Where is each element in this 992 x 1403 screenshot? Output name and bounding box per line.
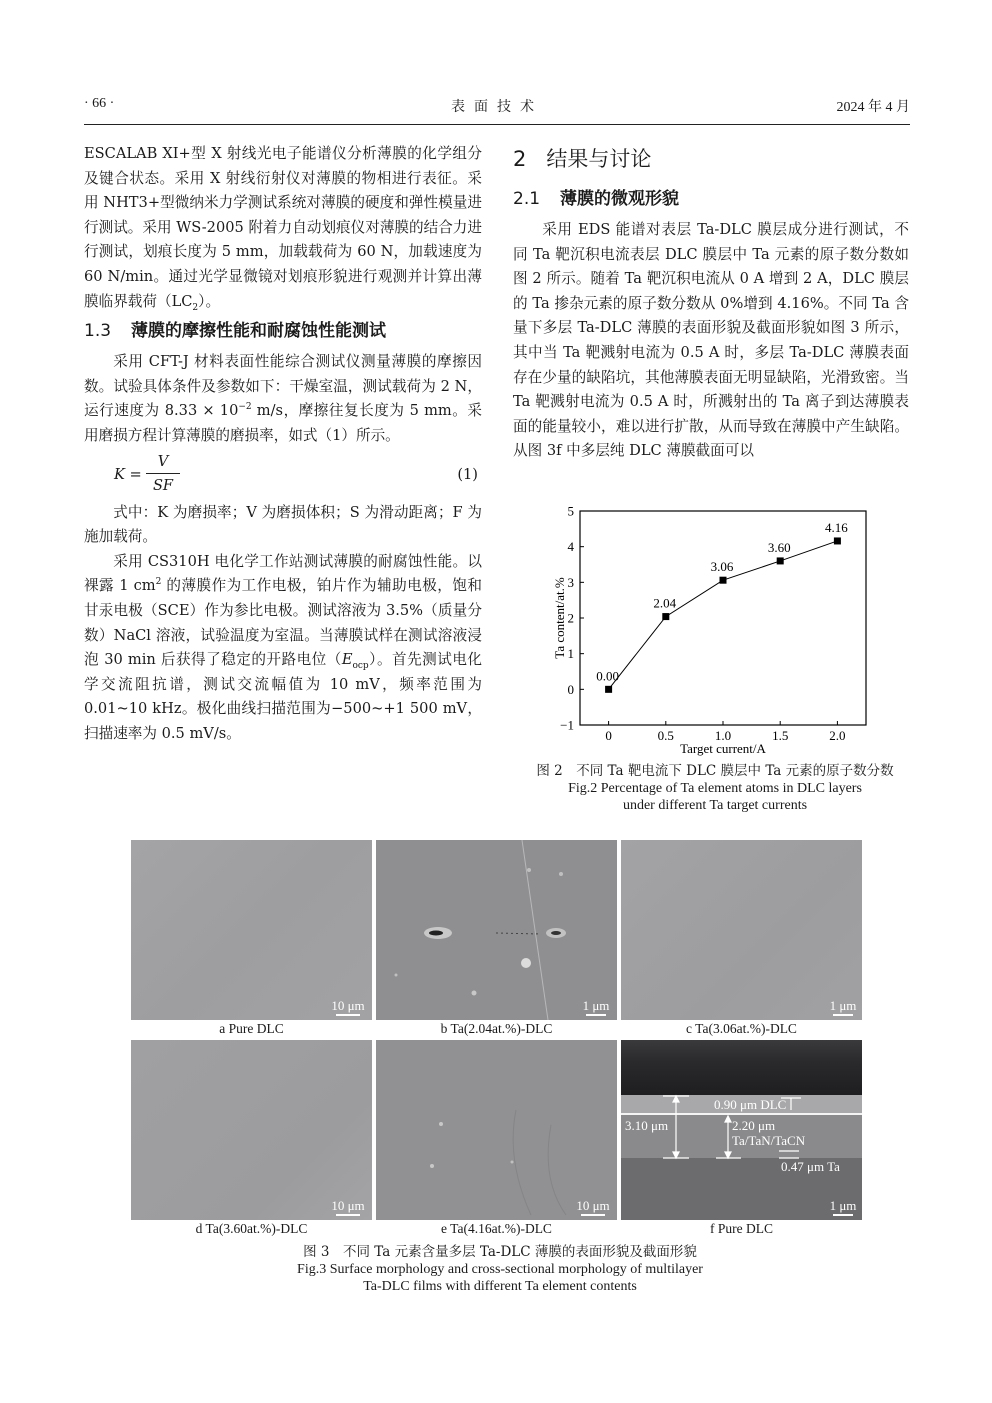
defect-overlay (376, 840, 617, 1020)
paragraph: 式中：K 为磨损率；V 为磨损体积；S 为滑动距离；F 为施加载荷。 (84, 503, 482, 546)
sem-image-a (131, 840, 372, 1020)
panel-label-f: f Pure DLC (710, 1221, 773, 1236)
figure-2-caption: 图 2 不同 Ta 靶电流下 DLC 膜层中 Ta 元素的原子数分数 Fig.2 Percentage of Ta element atoms in DLC layers under different Ta target currents (536, 763, 894, 813)
data-label: 2.04 (653, 595, 677, 611)
sem-image-d (131, 1040, 372, 1220)
header-rule (84, 124, 910, 125)
plot-frame (580, 511, 866, 725)
panel-label-a: a Pure DLC (219, 1021, 284, 1036)
scale-bar: 1 μm (581, 998, 611, 1016)
paragraph: 采用 EDS 能谱对表层 Ta-DLC 膜层成分进行测试，不同 Ta 靶沉积电流表层 DLC 膜层中 Ta 元素的原子数分数如图 2 所示。随着 Ta 靶沉积电流从 0 A 增到 2 A，DLC 膜层的 Ta 掺杂元素的原子数分数从 0%增到 4.16%。不同 Ta 含量下多层 Ta-DLC 薄膜的表面形貌及截面形貌如图 3 所示，其中当 Ta 靶溅射电流为 0.5 A 时，多层 Ta-DLC 薄膜表面存在少量的缺陷坑，其他薄膜表面无明显缺陷，光滑致密。当 Ta 靶溅射电流为 0.5 A 时，所溅射出的 Ta 离子到达薄膜表面的能量较小，难以进行扩散，从而导致在薄膜中产生缺陷。从图 3f 中多层纯 DLC 薄膜截面可以 (513, 221, 909, 460)
y-axis-label: Ta content/at.% (552, 577, 567, 659)
y-tick-label: 0 (567, 681, 574, 697)
y-tick-label: 5 (567, 503, 574, 519)
x-tick-label: 2.0 (829, 728, 846, 743)
data-point-marker (720, 577, 727, 584)
mid-layer-label: Ta/TaN/TaCN (732, 1133, 806, 1148)
x-tick-label: 1.5 (772, 728, 789, 743)
scale-bar: 1 μm (828, 998, 858, 1016)
fraction: V SF (146, 451, 180, 498)
section-heading-2: 2 结果与讨论 (513, 147, 652, 171)
x-tick-label: 1.0 (714, 728, 732, 743)
y-tick-label: 2 (567, 610, 574, 626)
data-point-marker (662, 613, 669, 620)
left-column (84, 142, 482, 746)
data-label: 3.06 (710, 559, 734, 575)
paragraph: 采用 CFT-J 材料表面性能综合测试仪测量薄膜的摩擦因数。试验具体条件及参数如下：干燥室温，测试载荷为 2 N，运行速度为 $8.33 \times 10^{-2}$ m/s，摩擦往复长度为 5 mm。采用磨损方程计算薄膜的磨损率，如式（1）所示。 (84, 353, 483, 444)
paragraph: 采用 CS310H 电化学工作站测试薄膜的耐腐蚀性能。以裸露 1 $cm^2$ 的薄膜作为工作电极，铂片作为辅助电极，饱和甘汞电极（SCE）作为参比电极。测试溶液为 3.5%（质量分数）NaCl 溶液，试验温度为室温。当薄膜试样在测试溶液浸泡 30 min 后获得了稳定的开路电位$(E_{ocp})$。首先测试电化学交流阻抗谱，测试交流幅值为 10 mV，频率范围为 0.01~10 kHz。极化曲线扫描范围为−500~+1 500 mV，扫描速率为 0.5 mV/s。 (84, 552, 482, 742)
total-thickness-label: 3.10 μm (625, 1118, 669, 1133)
ta-content-chart (540, 500, 880, 760)
x-tick-label: 0.5 (657, 728, 674, 743)
sem-cross-section-f (621, 1040, 862, 1220)
data-label: 4.16 (825, 519, 848, 535)
panel-label-e: e Ta(4.16at.%)-DLC (441, 1221, 552, 1236)
x-tick-label: 0 (605, 728, 612, 743)
panel-label-d: d Ta(3.60at.%)-DLC (195, 1221, 308, 1236)
right-column (513, 142, 909, 464)
section-heading-1-3: 1.3 薄膜的摩擦性能和耐腐蚀性能测试 (84, 321, 387, 342)
scale-bar: 10 μm (330, 1198, 366, 1216)
sem-image-c (621, 840, 862, 1020)
sem-image-b (376, 840, 617, 1020)
dlc-thickness-label: 0.90 μm DLC (714, 1097, 787, 1112)
panel-label-c: c Ta(3.06at.%)-DLC (686, 1021, 797, 1036)
page-number: · 66 · (84, 96, 115, 111)
scale-bar: 1 μm (828, 1198, 858, 1216)
equation-number: (1) (457, 465, 478, 483)
y-tick-label: −1 (560, 717, 574, 733)
paragraph: ESCALAB XI+型 X 射线光电子能谱仪分析薄膜的化学组分及键合状态。采用 X 射线衍射仪对薄膜的物相进行表征。采用 NHT3+型微纳米力学测试系统对薄膜的硬度和弹性模量进行测试。采用 WS-2005 附着力自动划痕仪对薄膜的结合力进行测试，划痕长度为 5 mm，加载载荷为 60 N，加载速度为 60 N/min。通过光学显微镜对划痕形貌进行观测并计算出薄膜临界载荷$(LC_2)$。 (84, 145, 482, 313)
data-label: 3.60 (767, 539, 791, 555)
x-axis-label: Target current/A (680, 741, 766, 756)
scale-bar: 10 μm (330, 998, 366, 1016)
equation-1: K = V SF (1) (84, 451, 482, 501)
y-tick-label: 4 (567, 539, 574, 555)
mid-thickness-label: 2.20 μm (732, 1118, 776, 1133)
journal-title: 表面技术 (451, 99, 543, 115)
data-point-marker (605, 686, 612, 693)
page-header (84, 96, 910, 118)
figure-3-caption: 图 3 不同 Ta 元素含量多层 Ta-DLC 薄膜的表面形貌及截面形貌 Fig.3 Surface morphology and cross-sectional morphology of multilayer Ta-DLC films with different Ta element contents (297, 1244, 703, 1294)
data-point-marker (834, 537, 841, 544)
issue-date: 2024 年 4 月 (836, 100, 910, 115)
sem-image-e (376, 1040, 617, 1220)
data-label: 0.00 (596, 668, 619, 684)
data-point-marker (777, 557, 784, 564)
section-heading-2-1: 2.1 薄膜的微观形貌 (513, 189, 680, 209)
scale-bar: 10 μm (575, 1198, 611, 1216)
y-tick-label: 3 (567, 574, 574, 590)
panel-label-b: b Ta(2.04at.%)-DLC (440, 1021, 553, 1036)
ta-thickness-label: 0.47 μm Ta (781, 1159, 840, 1174)
y-tick-label: 1 (567, 646, 574, 662)
